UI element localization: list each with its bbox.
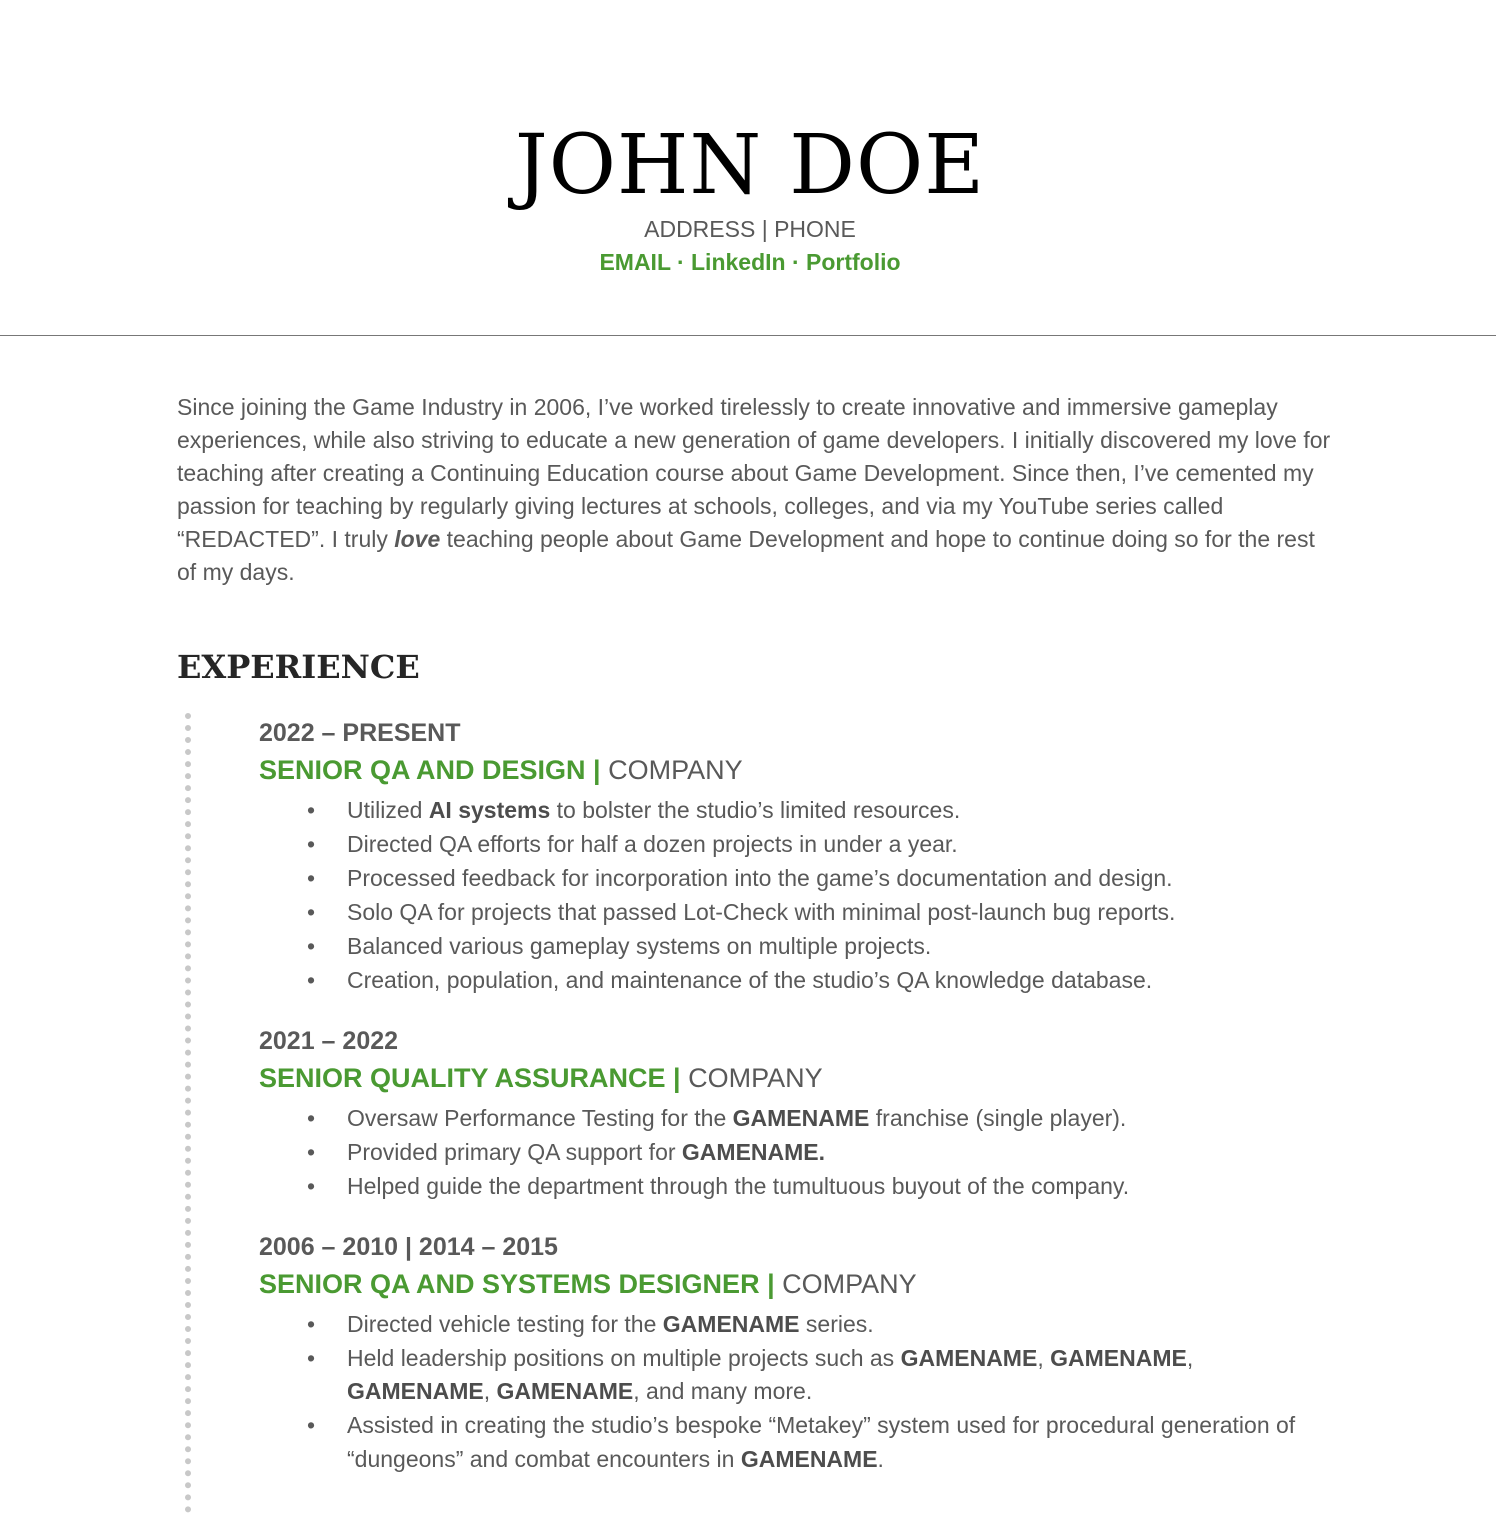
job-dates: 2006 – 2010 | 2014 – 2015 — [259, 1232, 558, 1261]
experience-heading: EXPERIENCE — [177, 648, 420, 686]
job-bullets — [259, 794, 1309, 998]
company-name: COMPANY — [774, 1268, 917, 1299]
bullet-text: , — [1186, 1344, 1194, 1371]
bullet-text: Solo QA for projects that passed Lot-Check with minimal post-launch bug reports. — [347, 899, 1176, 926]
company-name: COMPANY — [680, 1062, 823, 1093]
bullet-text: Balanced various gameplay systems on multiple projects. — [347, 933, 932, 960]
bullet-icon: • — [307, 1104, 316, 1131]
bold-text: GAMENAME — [740, 1445, 878, 1472]
job-role: SENIOR QA AND DESIGN | — [259, 755, 601, 785]
company-name: COMPANY — [600, 755, 743, 785]
bold-text: AI systems — [428, 797, 551, 823]
bullet-item — [259, 1409, 1309, 1476]
timeline-dotted-line — [185, 713, 191, 1513]
bullet-icon: • — [307, 831, 316, 858]
bullet-text: , — [483, 1378, 497, 1405]
bullet-text: . — [877, 1445, 884, 1472]
bullet-text: Provided primary QA support for — [347, 1139, 682, 1166]
job-role: SENIOR QA AND SYSTEMS DESIGNER | — [259, 1268, 775, 1299]
header-divider — [0, 335, 1496, 336]
bold-text: GAMENAME. — [681, 1139, 826, 1166]
job-entry — [259, 716, 1309, 998]
summary-text: Since joining the Game Industry in 2006, I’ve worked tirelessly to create innovative and immersive gameplay experiences, while also striving to educate a new generation of game developers. I initially discovered my love for teaching after creating a Continuing Education course about Game Development. Since then, I’ve cemented my passion for teaching by regularly giving lectures at schools, colleges, and via my YouTube series called “REDACTED”. I truly — [177, 394, 1331, 552]
bullet-icon: • — [307, 865, 316, 892]
summary-paragraph — [177, 391, 1337, 589]
job-title — [259, 1058, 1309, 1098]
bullet-text: to bolster the studio’s limited resources. — [550, 797, 961, 823]
job-title — [259, 750, 1309, 790]
experience-list — [259, 716, 1309, 1502]
job-title — [259, 1264, 1309, 1304]
bullet-icon: • — [307, 1344, 316, 1371]
bullet-text: franchise (single player). — [869, 1104, 1127, 1131]
bold-text: GAMENAME — [347, 1378, 484, 1405]
job-dates: 2022 – PRESENT — [259, 719, 461, 747]
bullet-item — [259, 930, 1309, 964]
job-entry — [259, 1024, 1309, 1204]
bullet-icon: • — [307, 967, 316, 994]
bullet-text: Processed feedback for incorporation into the game’s documentation and design. — [347, 865, 1173, 892]
bullet-icon: • — [307, 899, 316, 926]
contact-links[interactable]: EMAIL · LinkedIn · Portfolio — [599, 249, 901, 275]
bullet-item — [259, 1170, 1309, 1204]
job-dates: 2021 – 2022 — [259, 1026, 399, 1055]
bullet-item — [259, 1136, 1309, 1170]
bullet-text: Directed vehicle testing for the — [347, 1310, 663, 1337]
bullet-text: Creation, population, and maintenance of the studio’s QA knowledge database. — [347, 967, 1153, 994]
bullet-text: Assisted in creating the studio’s bespoke “Metakey” system used for procedural generation of “dungeons” and combat encounters in — [347, 1412, 1296, 1472]
bullet-item — [259, 1102, 1309, 1136]
bullet-text: Utilized — [347, 797, 429, 823]
bold-text: GAMENAME — [1050, 1344, 1187, 1371]
bullet-text: series. — [799, 1310, 874, 1337]
bullet-item — [259, 896, 1309, 930]
bullet-icon: • — [307, 1139, 316, 1166]
bullet-icon: • — [307, 1310, 316, 1337]
bold-text: GAMENAME — [900, 1344, 1038, 1371]
candidate-name: JOHN DOE — [514, 118, 986, 213]
bullet-icon: • — [307, 797, 316, 823]
job-bullets — [259, 1102, 1309, 1204]
job-bullets — [259, 1308, 1309, 1477]
bold-text: GAMENAME — [496, 1378, 634, 1405]
bullet-item — [259, 1308, 1309, 1342]
bullet-item — [259, 828, 1309, 862]
bullet-text: , and many more. — [633, 1378, 813, 1405]
bullet-icon: • — [307, 1412, 316, 1439]
emphasis-text: love — [394, 526, 441, 552]
bullet-item — [259, 964, 1309, 998]
bullet-text: Held leadership positions on multiple projects such as — [347, 1344, 901, 1371]
job-entry — [259, 1230, 1309, 1477]
bullet-text: Helped guide the department through the tumultuous buyout of the company. — [347, 1173, 1130, 1200]
bullet-icon: • — [307, 1173, 316, 1200]
bullet-item — [259, 1342, 1309, 1409]
address-phone: ADDRESS | PHONE — [644, 216, 856, 242]
bullet-icon: • — [307, 933, 316, 960]
bold-text: GAMENAME — [662, 1310, 800, 1337]
bullet-text: Directed QA efforts for half a dozen projects in under a year. — [347, 831, 958, 858]
bullet-item — [259, 862, 1309, 896]
summary-text: teaching people about Game Development and hope to continue doing so for the rest of my days. — [177, 526, 1315, 585]
bold-text: GAMENAME — [732, 1104, 870, 1131]
job-role: SENIOR QUALITY ASSURANCE | — [259, 1062, 681, 1093]
bullet-item — [259, 794, 1309, 828]
bullet-text: , — [1037, 1344, 1051, 1371]
bullet-text: Oversaw Performance Testing for the — [347, 1104, 733, 1131]
